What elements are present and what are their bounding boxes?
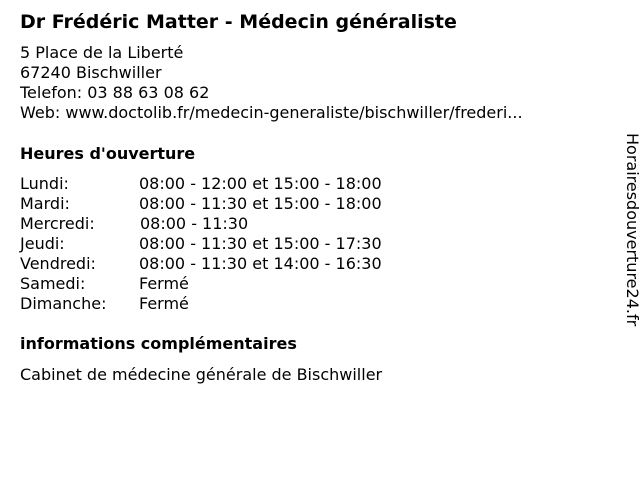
time-range: 08:00 - 11:30 et 15:00 - 18:00 [139,194,382,213]
hours-row-wednesday [20,214,382,234]
hours-row-friday [20,254,382,274]
street-address: 5 Place de la Liberté [20,43,184,62]
hours-row-monday [20,174,382,194]
day-label: Samedi: [20,274,86,293]
hours-row-saturday [20,274,382,294]
time-range: Fermé [139,274,189,293]
day-label: Jeudi: [20,234,65,253]
day-label: Vendredi: [20,254,96,273]
day-label: Lundi: [20,174,69,193]
day-label: Mardi: [20,194,70,213]
time-range: Fermé [139,294,189,313]
time-range: 08:00 - 12:00 et 15:00 - 18:00 [139,174,382,193]
website-url: Web: www.doctolib.fr/medecin-generaliste/bischwiller/frederi... [20,103,523,122]
hours-row-sunday [20,294,382,314]
page-title: Dr Frédéric Matter - Médecin généraliste [20,11,457,33]
day-label: Dimanche: [20,294,107,313]
time-range: 08:00 - 11:30 et 14:00 - 16:30 [139,254,382,273]
opening-hours-heading: Heures d'ouverture [20,144,196,163]
time-range: 08:00 - 11:30 et 15:00 - 17:30 [139,234,382,253]
city-postal-code: 67240 Bischwiller [20,63,162,82]
day-label: Mercredi: [20,214,95,233]
additional-info-text: Cabinet de médecine générale de Bischwiller [20,365,383,384]
side-watermark-text: Horairesdouverture24.fr [623,133,642,327]
hours-row-thursday [20,234,382,254]
address-block [20,43,523,123]
phone-number: Telefon: 03 88 63 08 62 [20,83,210,102]
time-range: 08:00 - 11:30 [140,214,249,233]
opening-hours-table [20,174,382,314]
hours-row-tuesday [20,194,382,214]
additional-info-heading: informations complémentaires [20,334,297,353]
